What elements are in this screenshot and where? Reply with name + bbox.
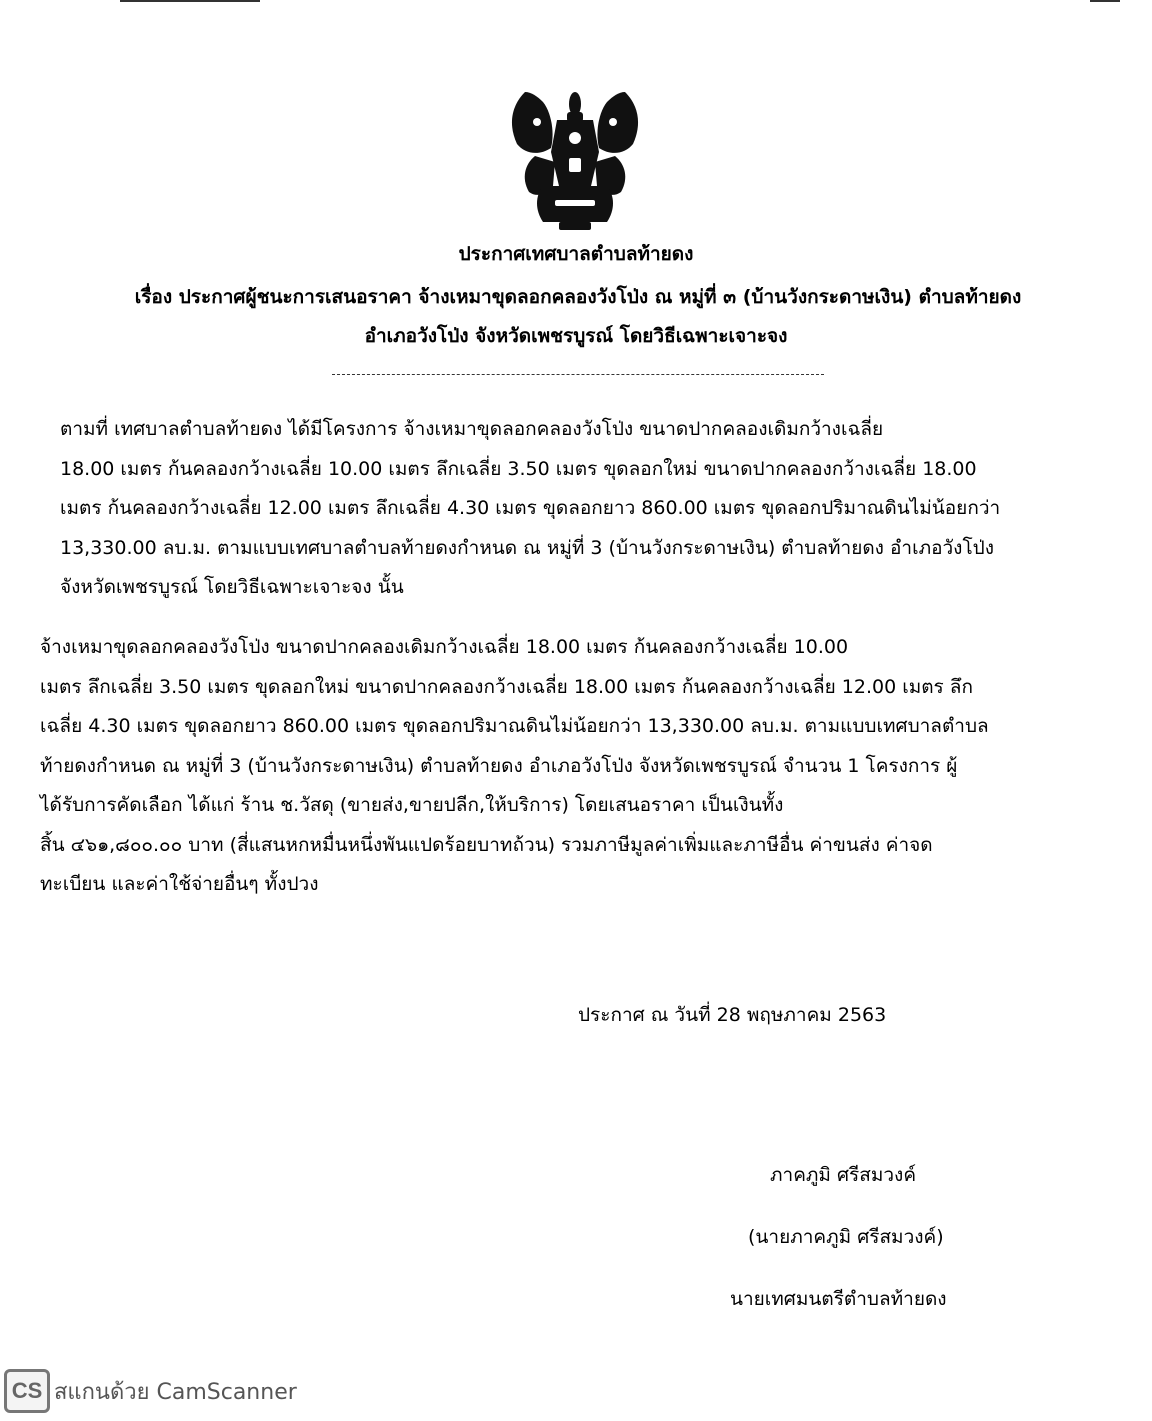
garuda-emblem-icon	[495, 82, 655, 232]
paragraph-2-line: จ้างเหมาขุดลอกคลองวังโป่ง ขนาดปากคลองเดิมกว้างเฉลี่ย 18.00 เมตร ก้นคลองกว้างเฉลี่ย 10.00	[40, 636, 849, 658]
separator-line	[332, 374, 824, 375]
announcement-date: ประกาศ ณ วันที่ 28 พฤษภาคม 2563	[578, 1004, 887, 1026]
scan-edge-mark-right	[1090, 0, 1120, 6]
camscanner-watermark	[4, 1366, 297, 1416]
paragraph-2-line: สิ้น ๔๖๑,๘๐๐.๐๐ บาท (สี่แสนหกหมื่นหนึ่งพันแปดร้อยบาทถ้วน) รวมภาษีมูลค่าเพิ่มและภาษีอื่น ค่าขนส่ง ค่าจด	[40, 833, 933, 856]
paragraph-1-line: จังหวัดเพชรบูรณ์ โดยวิธีเฉพาะเจาะจง นั้น	[60, 576, 404, 598]
scan-edge-mark	[120, 0, 260, 6]
paragraph-1-line: 18.00 เมตร ก้นคลองกว้างเฉลี่ย 10.00 เมตร ลึกเฉลี่ย 3.50 เมตร ขุดลอกใหม่ ขนาดปากคลองกว้างเฉลี่ย 18.00	[60, 457, 977, 480]
subject-line-1: เรื่อง ประกาศผู้ชนะการเสนอราคา จ้างเหมาขุดลอกคลองวังโป่ง ณ หมู่ที่ ๓ (บ้านวังกระดาษเงิน) ตำบลท้ายดง	[134, 286, 1022, 308]
paragraph-2-line: ทะเบียน และค่าใช้จ่ายอื่นๆ ทั้งปวง	[40, 873, 319, 895]
signature-position: นายเทศมนตรีตำบลท้ายดง	[730, 1288, 947, 1310]
paragraph-1-line: เมตร ก้นคลองกว้างเฉลี่ย 12.00 เมตร ลึกเฉลี่ย 4.30 เมตร ขุดลอกยาว 860.00 เมตร ขุดลอกปริมาณดินไม่น้อยกว่า	[60, 497, 1001, 519]
paragraph-2-line: เมตร ลึกเฉลี่ย 3.50 เมตร ขุดลอกใหม่ ขนาดปากคลองกว้างเฉลี่ย 18.00 เมตร ก้นคลองกว้างเฉลี่ย 12.00 เมตร ลึก	[40, 675, 973, 698]
paragraph-2-line: เฉลี่ย 4.30 เมตร ขุดลอกยาว 860.00 เมตร ขุดลอกปริมาณดินไม่น้อยกว่า 13,330.00 ลบ.ม. ตามแบบเทศบาลตำบล	[40, 715, 989, 737]
paragraph-2-line: ได้รับการคัดเลือก ได้แก่ ร้าน ช.วัสดุ (ขายส่ง,ขายปลีก,ให้บริการ) โดยเสนอราคา เป็นเงินทั้ง	[40, 794, 784, 816]
document-title: ประกาศเทศบาลตำบลท้ายดง	[458, 243, 694, 265]
paragraph-2-line: ท้ายดงกำหนด ณ หมู่ที่ 3 (บ้านวังกระดาษเงิน) ตำบลท้ายดง อำเภอวังโป่ง จังหวัดเพชรบูรณ์ จำนวน 1 โครงการ ผู้	[40, 754, 958, 777]
signature-name: ภาคภูมิ ศรีสมวงค์	[770, 1164, 917, 1186]
subject-line-2: อำเภอวังโป่ง จังหวัดเพชรบูรณ์ โดยวิธีเฉพาะเจาะจง	[364, 325, 788, 347]
paragraph-1-line: 13,330.00 ลบ.ม. ตามแบบเทศบาลตำบลท้ายดงกำหนด ณ หมู่ที่ 3 (บ้านวังกระดาษเงิน) ตำบลท้ายดง อำเภอวังโป่ง	[60, 536, 994, 559]
paragraph-1	[60, 410, 1100, 608]
signature-full-name: (นายภาคภูมิ ศรีสมวงค์)	[748, 1226, 944, 1248]
camscanner-logo-icon: CS	[4, 1369, 50, 1413]
paragraph-2	[40, 628, 1120, 905]
watermark-text: สแกนด้วย CamScanner	[54, 1379, 297, 1405]
paragraph-1-line: ตามที่ เทศบาลตำบลท้ายดง ได้มีโครงการ จ้างเหมาขุดลอกคลองวังโป่ง ขนาดปากคลองเดิมกว้างเฉลี่ย	[60, 418, 884, 440]
